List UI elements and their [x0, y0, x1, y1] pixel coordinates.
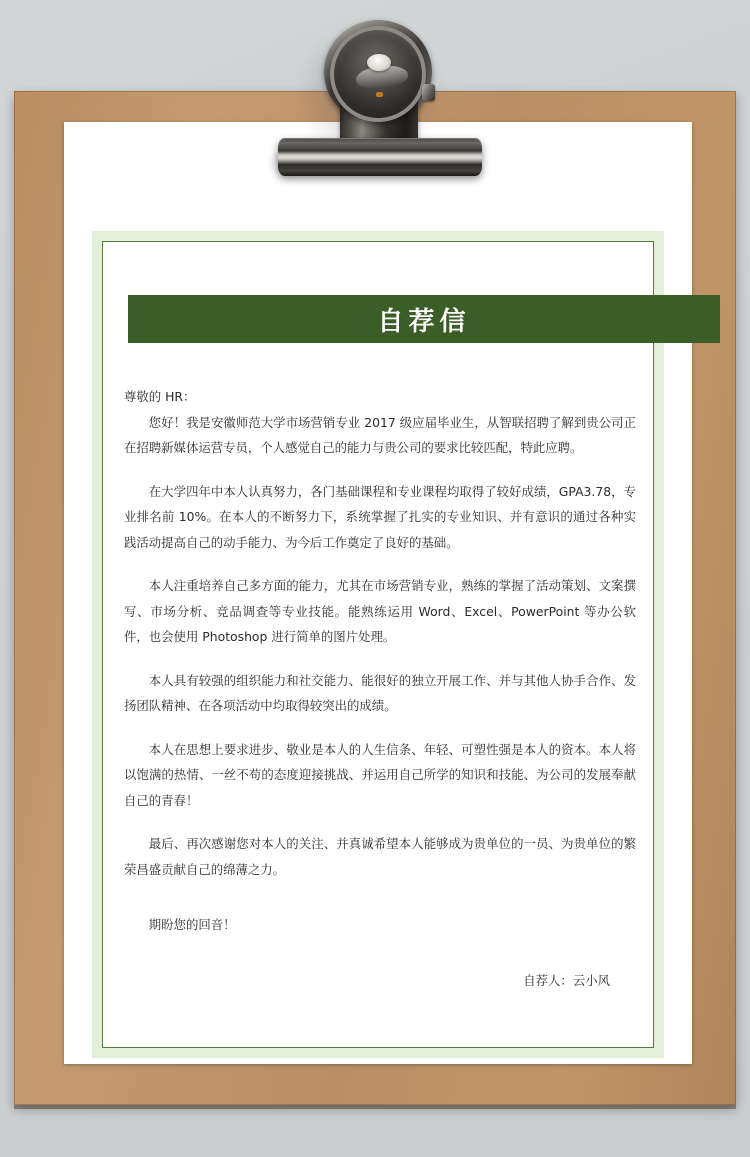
clip-hub-rivet-icon	[376, 92, 383, 97]
paragraph-2: 在大学四年中本人认真努力，各门基础课程和专业课程均取得了较好成绩，GPA3.78，专业排名前 10%。在本人的不断努力下，系统掌握了扎实的专业知识、并有意识的通过各种实践活动提高自己的动手能力、为今后工作奠定了良好的基础。	[124, 483, 636, 550]
paper-sheet	[64, 122, 692, 1064]
clipboard-board	[14, 91, 736, 1105]
paragraph-3: 本人注重培养自己多方面的能力，尤其在市场营销专业，熟练的掌握了活动策划、文案撰写、市场分析、竞品调查等专业技能。能熟练运用 Word、Excel、PowerPoint 等办公软件，也会使用 Photoshop 进行简单的图片处理。	[124, 578, 636, 644]
clip-hub-hole-icon	[367, 54, 391, 71]
closing-line: 期盼您的回音！	[148, 917, 236, 932]
signature-line: 自荐人：云小风	[523, 972, 610, 988]
paragraph-4: 本人具有较强的组织能力和社交能力、能很好的独立开展工作、并与其他人协手合作、发扬团队精神、在各项活动中均取得较突出的成绩。	[124, 672, 636, 713]
page-title: 自荐信	[377, 306, 471, 337]
document-title-banner	[128, 295, 720, 343]
clip-pressure-bar	[278, 138, 482, 176]
paragraph-5: 本人在思想上要求进步、敬业是本人的人生信条、年轻、可塑性强是本人的资本。本人将以饱满的热情、一丝不苟的态度迎接挑战、并运用自己所学的知识和技能、为公司的发展奉献自己的青春！	[124, 741, 636, 808]
salutation: 尊敬的 HR：	[124, 389, 196, 404]
clip-side-lug	[422, 84, 435, 101]
letter-body	[124, 384, 636, 993]
clipboard-clip	[276, 8, 484, 178]
paragraph-1: 您好！我是安徽师范大学市场营销专业 2017 级应届毕业生，从智联招聘了解到贵公司正在招聘新媒体运营专员，个人感觉自己的能力与贵公司的要求比较匹配，特此应聘。	[124, 414, 636, 455]
clip-spring-hub	[330, 26, 426, 122]
paragraph-6: 最后、再次感谢您对本人的关注、并真诚希望本人能够成为贵单位的一员、为贵单位的繁荣昌盛贡献自己的绵薄之力。	[124, 836, 636, 877]
clipboard-bottom-edge	[14, 1105, 736, 1109]
